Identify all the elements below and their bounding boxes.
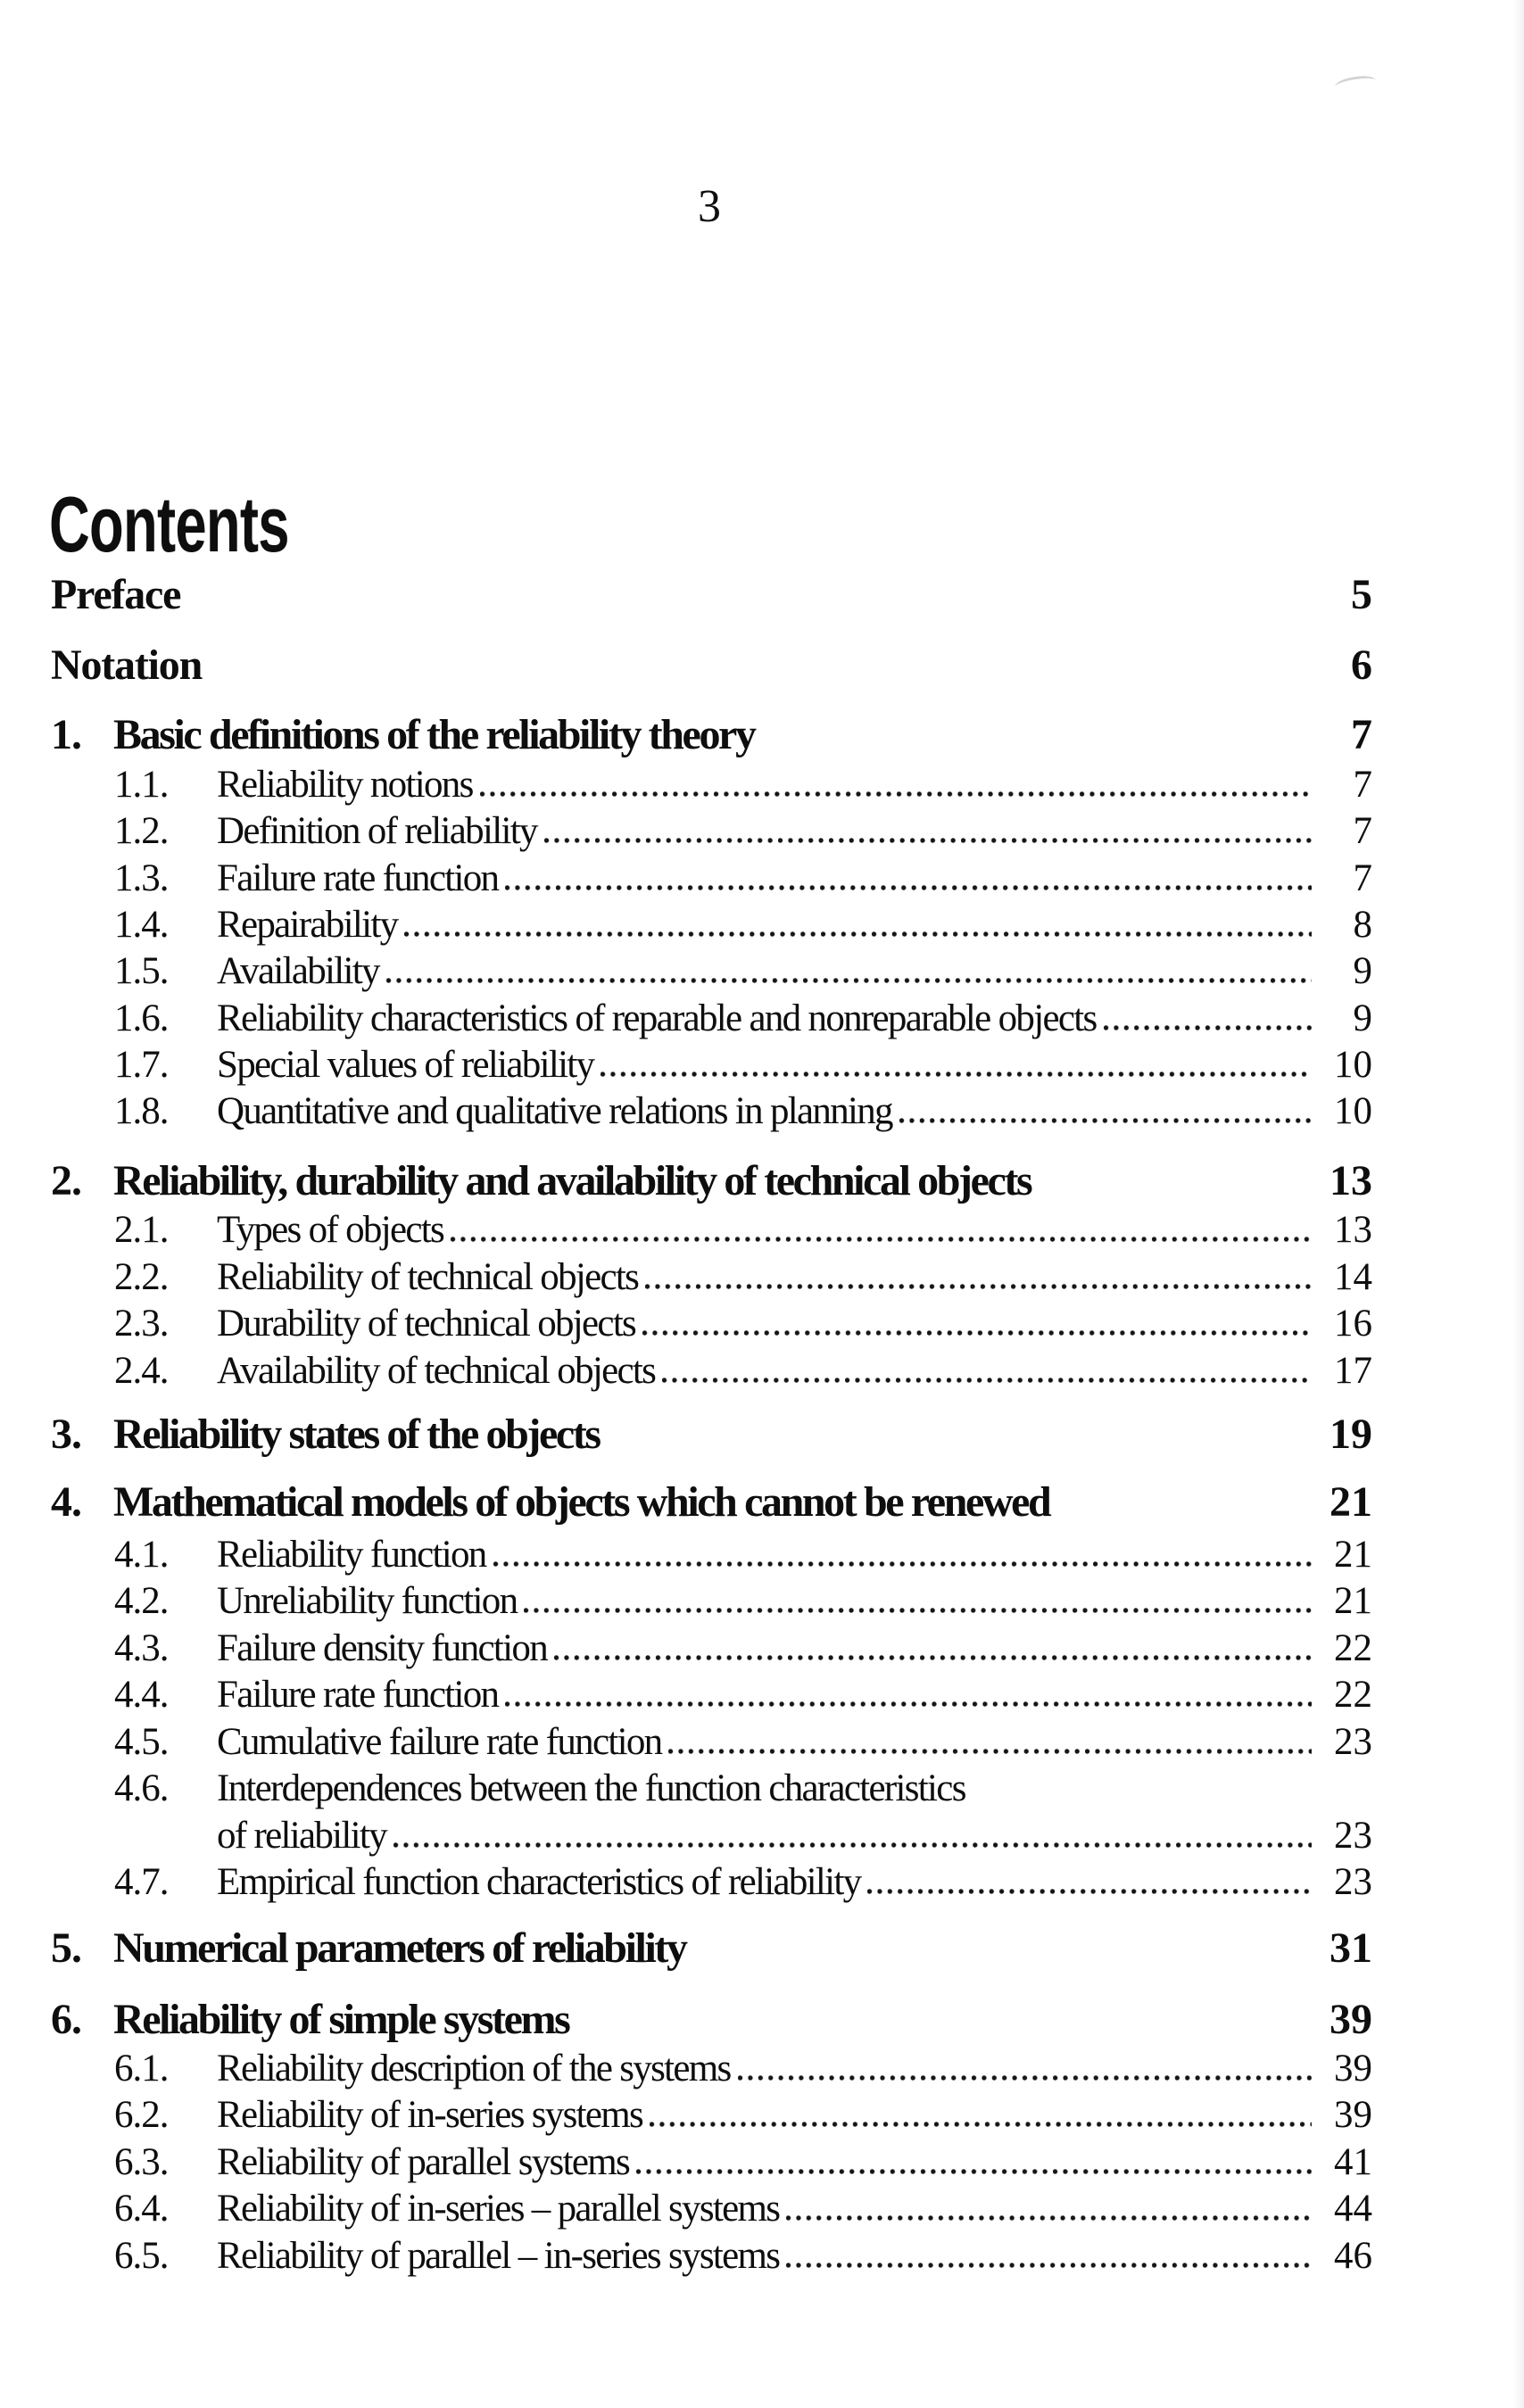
toc-item-number: 2.4. <box>114 1350 169 1392</box>
dot-leader <box>451 1237 1312 1242</box>
toc-title: Quantitative and qualitative relations in planning <box>217 1090 892 1132</box>
dot-leader <box>738 2075 1312 2081</box>
toc-title: Failure density function <box>217 1627 548 1669</box>
toc-title: Durability of technical objects <box>217 1303 636 1345</box>
toc-chapter-number: 3. <box>51 1411 81 1458</box>
dot-leader <box>544 838 1312 843</box>
page-number: 9 <box>1353 997 1372 1039</box>
toc-title: Types of objects <box>217 1209 444 1251</box>
toc-row-item <box>51 2096 1372 2134</box>
page-number: 21 <box>1329 1478 1372 1526</box>
toc-row-chapter <box>51 1998 1372 2041</box>
scan-artifact <box>1334 73 1377 93</box>
toc-item-number: 1.5. <box>114 950 169 992</box>
toc-chapter-number: 6. <box>51 1996 81 2043</box>
dot-leader <box>404 931 1312 937</box>
page-number: 7 <box>1353 764 1372 806</box>
toc-title: Definition of reliability <box>217 810 537 852</box>
toc-title: Reliability description of the systems <box>217 2048 731 2089</box>
toc-row-front <box>51 641 1372 689</box>
toc-title: Preface <box>51 571 181 618</box>
page-number: 7 <box>1351 711 1372 758</box>
toc-title: Failure rate function <box>217 857 499 899</box>
page-number: 39 <box>1334 2094 1372 2136</box>
toc-title: Availability of technical objects <box>217 1350 656 1392</box>
toc-row-item <box>51 1863 1372 1901</box>
toc-item-number: 6.5. <box>114 2235 169 2277</box>
page-number: 9 <box>1353 950 1372 992</box>
dot-leader <box>505 1701 1312 1707</box>
dot-leader <box>493 1561 1312 1567</box>
toc-title: Numerical parameters of reliability <box>113 1924 686 1972</box>
toc-row-item <box>51 1352 1372 1390</box>
toc-title: Failure rate function <box>217 1674 499 1716</box>
page-number: 14 <box>1334 1256 1372 1298</box>
page-number: 46 <box>1334 2235 1372 2277</box>
toc-item-number: 4.2. <box>114 1580 169 1622</box>
toc-title: Empirical function characteristics of reliability <box>217 1861 861 1903</box>
toc-chapter-number: 5. <box>51 1924 81 1972</box>
toc-row-item <box>51 2049 1372 2088</box>
toc-chapter-number: 4. <box>51 1478 81 1526</box>
toc-title: Reliability of technical objects <box>217 1256 639 1298</box>
toc-title: Reliability of in-series – parallel systems <box>217 2188 780 2230</box>
toc-row-item-continuation <box>51 1816 1372 1855</box>
toc-item-number: 1.8. <box>114 1090 169 1132</box>
scan-edge-shadow <box>1513 0 1524 2408</box>
toc-title: Repairability <box>217 904 398 946</box>
dot-leader <box>524 1608 1312 1613</box>
toc-title: Special values of reliability <box>217 1044 594 1086</box>
dot-leader <box>662 1378 1312 1383</box>
page-number: 21 <box>1334 1534 1372 1576</box>
toc-row-item <box>51 765 1372 804</box>
toc-item-number: 6.4. <box>114 2188 169 2230</box>
toc-row-item <box>51 1582 1372 1620</box>
dot-leader <box>636 2169 1312 2174</box>
dot-leader <box>393 1842 1312 1848</box>
toc-row-item <box>51 1769 1372 1808</box>
toc-chapter-number: 2. <box>51 1157 81 1204</box>
page-number: 13 <box>1334 1209 1372 1251</box>
toc-item-number: 2.3. <box>114 1303 169 1345</box>
toc-item-number: 1.1. <box>114 764 169 806</box>
toc-title: Reliability of in-series systems <box>217 2094 643 2136</box>
toc-title: Basic definitions of the reliability theory <box>113 711 755 758</box>
toc-item-number: 1.3. <box>114 857 169 899</box>
page-number: 21 <box>1334 1580 1372 1622</box>
page-number: 13 <box>1329 1157 1372 1204</box>
toc-row-item <box>51 1723 1372 1761</box>
toc-item-number: 1.2. <box>114 810 169 852</box>
toc-title: Reliability, durability and availability of technical objects <box>113 1157 1031 1204</box>
toc-row-item <box>51 952 1372 990</box>
dot-leader <box>554 1655 1312 1660</box>
toc-title-continuation: of reliability <box>217 1815 386 1857</box>
page-number: 23 <box>1334 1721 1372 1763</box>
page-number: 22 <box>1334 1627 1372 1669</box>
toc-title: Cumulative failure rate function <box>217 1721 662 1763</box>
dot-leader <box>786 2263 1312 2268</box>
page-number: 23 <box>1334 1861 1372 1903</box>
toc-row-item <box>51 1304 1372 1343</box>
page-number: 16 <box>1334 1303 1372 1345</box>
dot-leader <box>505 885 1312 890</box>
page-number: 39 <box>1334 2048 1372 2089</box>
toc-row-item <box>51 2237 1372 2275</box>
dot-leader <box>899 1118 1312 1123</box>
dot-leader <box>642 1330 1312 1336</box>
toc-row-item <box>51 1046 1372 1084</box>
page-number: 22 <box>1334 1674 1372 1716</box>
contents-heading: Contents <box>49 480 289 568</box>
toc-title: Reliability notions <box>217 764 473 806</box>
page-number: 44 <box>1334 2188 1372 2230</box>
page-number: 23 <box>1334 1815 1372 1857</box>
toc-item-number: 1.7. <box>114 1044 169 1086</box>
toc-title: Notation <box>51 641 203 689</box>
page-number: 39 <box>1329 1996 1372 2043</box>
toc-row-item <box>51 1629 1372 1667</box>
folio-page-number: 3 <box>698 181 721 232</box>
toc-title: Reliability function <box>217 1534 486 1576</box>
toc-title: Availability <box>217 950 379 992</box>
page-number: 10 <box>1334 1044 1372 1086</box>
dot-leader <box>650 2122 1312 2127</box>
page-number: 17 <box>1334 1350 1372 1392</box>
toc-item-number: 6.2. <box>114 2094 169 2136</box>
toc-item-number: 1.4. <box>114 904 169 946</box>
toc-row-front <box>51 571 1372 618</box>
toc-title: Unreliability function <box>217 1580 518 1622</box>
page-number: 5 <box>1351 571 1372 618</box>
toc-row-item <box>51 1676 1372 1714</box>
toc-row-item <box>51 999 1372 1038</box>
toc-row-chapter <box>51 1413 1372 1456</box>
dot-leader <box>1104 1025 1313 1030</box>
dot-leader <box>480 791 1312 797</box>
page-number: 8 <box>1353 904 1372 946</box>
toc-row-item <box>51 2189 1372 2228</box>
toc-item-number: 2.1. <box>114 1209 169 1251</box>
page-number: 7 <box>1353 857 1372 899</box>
toc-row-item <box>51 859 1372 898</box>
dot-leader <box>668 1749 1312 1754</box>
page-number: 10 <box>1334 1090 1372 1132</box>
toc-row-item <box>51 1535 1372 1574</box>
toc-item-number: 4.1. <box>114 1534 169 1576</box>
dot-leader <box>645 1284 1312 1289</box>
toc-row-chapter <box>51 1924 1372 1972</box>
toc-title: Reliability of parallel systems <box>217 2141 629 2183</box>
page-number: 19 <box>1329 1411 1372 1458</box>
toc-item-number: 6.1. <box>114 2048 169 2089</box>
toc-item-number: 6.3. <box>114 2141 169 2183</box>
toc-item-number: 4.4. <box>114 1674 169 1716</box>
toc-title: Mathematical models of objects which cannot be renewed <box>113 1478 1050 1526</box>
dot-leader <box>386 978 1312 983</box>
toc-title: Reliability characteristics of reparable and nonreparable objects <box>217 997 1097 1039</box>
toc-row-item <box>51 906 1372 944</box>
page-number: 41 <box>1334 2141 1372 2183</box>
toc-row-item <box>51 812 1372 850</box>
toc-row-item <box>51 1258 1372 1296</box>
toc-item-number: 4.3. <box>114 1627 169 1669</box>
dot-leader <box>867 1889 1312 1894</box>
toc-row-item <box>51 1092 1372 1130</box>
toc-item-number: 1.6. <box>114 997 169 1039</box>
toc-row-chapter <box>51 711 1372 758</box>
toc-item-number: 4.7. <box>114 1861 169 1903</box>
toc-row-chapter <box>51 1478 1372 1526</box>
toc-chapter-number: 1. <box>51 711 81 758</box>
page-number: 6 <box>1351 641 1372 689</box>
toc-title: Reliability of simple systems <box>113 1996 569 2043</box>
toc-item-number: 4.5. <box>114 1721 169 1763</box>
page-number: 7 <box>1353 810 1372 852</box>
toc-title: Reliability states of the objects <box>113 1411 600 1458</box>
toc-title: Interdependences between the function characteristics <box>217 1767 965 1809</box>
page-number: 31 <box>1329 1924 1372 1972</box>
dot-leader <box>786 2215 1312 2221</box>
toc-row-item <box>51 1211 1372 1249</box>
toc-row-item <box>51 2143 1372 2181</box>
toc-row-chapter <box>51 1157 1372 1204</box>
toc-title: Reliability of parallel – in-series systems <box>217 2235 780 2277</box>
dot-leader <box>600 1072 1312 1077</box>
toc-item-number: 2.2. <box>114 1256 169 1298</box>
toc-item-number: 4.6. <box>114 1767 169 1809</box>
